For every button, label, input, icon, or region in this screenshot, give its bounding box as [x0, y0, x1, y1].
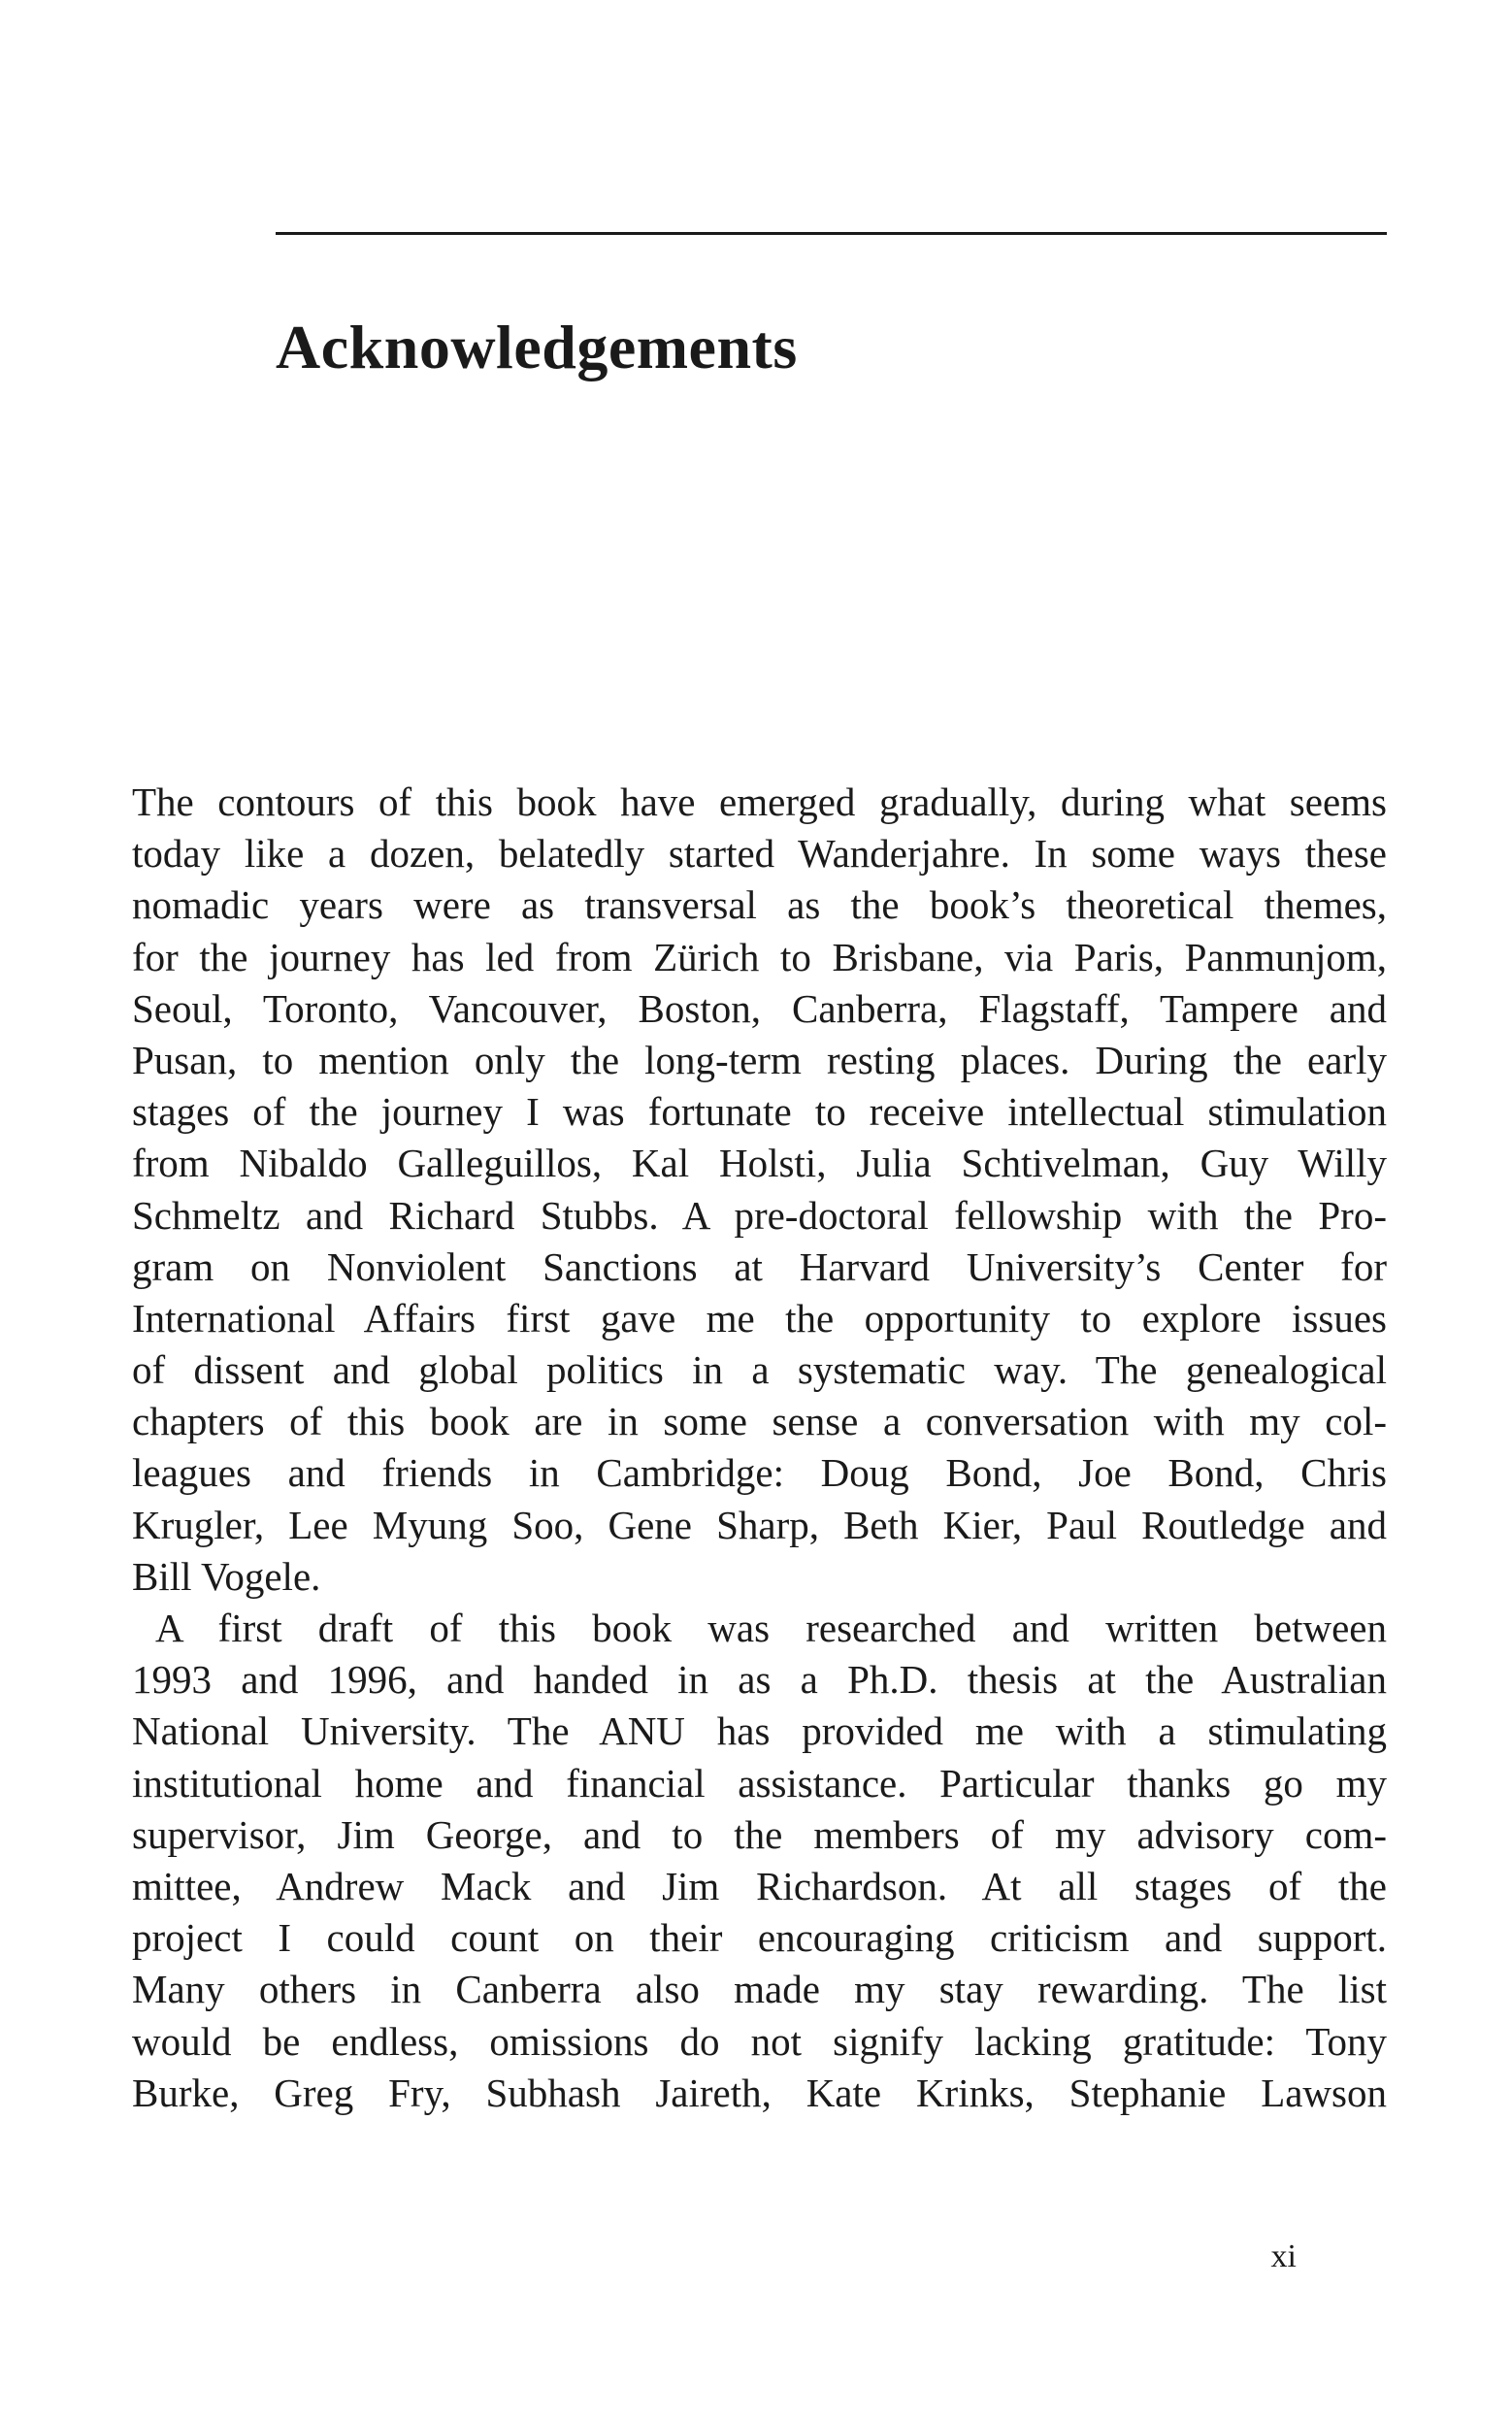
- page-number: xi: [1270, 2238, 1297, 2274]
- text-line: Many others in Canberra also made my stay rewarding. The list: [132, 1967, 1387, 2012]
- text-line: for the journey has led from Zürich to Brisbane, via Paris, Panmunjom,: [132, 934, 1387, 979]
- text-line: today like a dozen, belatedly started Wanderjahre. In some ways these: [132, 831, 1387, 877]
- text-line: institutional home and financial assistance. Particular thanks go my: [132, 1760, 1387, 1806]
- text-line: Burke, Greg Fry, Subhash Jaireth, Kate Krinks, Stephanie Lawson: [132, 2070, 1387, 2115]
- text-line: Schmeltz and Richard Stubbs. A pre-doctoral fellowship with the Pro-: [132, 1192, 1387, 1238]
- text-line: project I could count on their encouraging criticism and support.: [132, 1915, 1387, 1961]
- text-line: leagues and friends in Cambridge: Doug Bond, Joe Bond, Chris: [132, 1450, 1387, 1496]
- text-line: Seoul, Toronto, Vancouver, Boston, Canberra, Flagstaff, Tampere and: [132, 985, 1387, 1031]
- title-rule: [276, 232, 1387, 235]
- text-line: of dissent and global politics in a systematic way. The genealogical: [132, 1347, 1387, 1393]
- text-line: Bill Vogele.: [132, 1553, 321, 1599]
- text-line: National University. The ANU has provided me with a stimulating: [132, 1708, 1387, 1754]
- text-line: The contours of this book have emerged gradually, during what seems: [132, 779, 1387, 824]
- text-line: would be endless, omissions do not signify lacking gratitude: Tony: [132, 2018, 1387, 2064]
- body-text: [132, 777, 1387, 2119]
- page-title: Acknowledgements: [276, 313, 798, 381]
- text-line: Krugler, Lee Myung Soo, Gene Sharp, Beth Kier, Paul Routledge and: [132, 1502, 1387, 1547]
- text-line: 1993 and 1996, and handed in as a Ph.D. thesis at the Australian: [132, 1657, 1387, 1703]
- text-line: from Nibaldo Galleguillos, Kal Holsti, Julia Schtivelman, Guy Willy: [132, 1141, 1387, 1186]
- text-line: stages of the journey I was fortunate to receive intellectual stimulation: [132, 1089, 1387, 1135]
- text-line: International Affairs first gave me the opportunity to explore issues: [132, 1295, 1387, 1341]
- text-line: A first draft of this book was researched and written between: [155, 1606, 1387, 1650]
- text-line: mittee, Andrew Mack and Jim Richardson. At all stages of the: [132, 1863, 1387, 1908]
- text-line: gram on Nonviolent Sanctions at Harvard University’s Center for: [132, 1243, 1387, 1289]
- text-line: nomadic years were as transversal as the book’s theoretical themes,: [132, 882, 1387, 928]
- text-line: supervisor, Jim George, and to the members of my advisory com-: [132, 1811, 1387, 1857]
- text-line: Pusan, to mention only the long-term resting places. During the early: [132, 1037, 1387, 1082]
- text-line: chapters of this book are in some sense a conversation with my col-: [132, 1399, 1387, 1444]
